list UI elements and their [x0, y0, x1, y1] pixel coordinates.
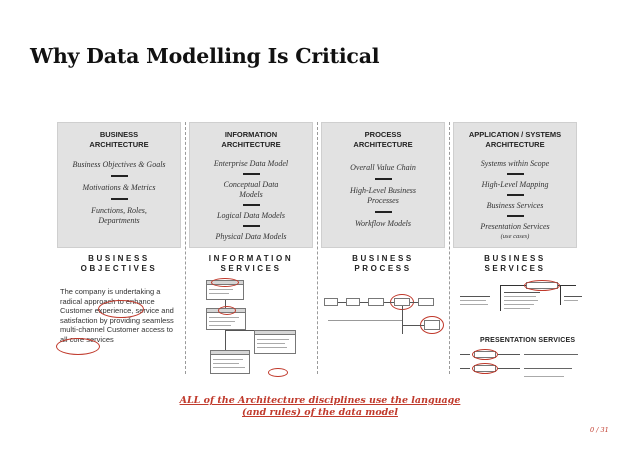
service-line — [564, 296, 582, 297]
divider — [243, 204, 260, 206]
divider — [507, 173, 524, 175]
flow-line — [402, 325, 424, 326]
divider — [375, 211, 392, 213]
divider — [507, 215, 524, 217]
panel-item: High-Level Business Processes — [350, 186, 416, 205]
business-services-diagram-thumbnail — [456, 282, 586, 322]
entity-line — [213, 367, 245, 368]
divider — [111, 175, 128, 177]
slide-title: Why Data Modelling Is Critical — [30, 44, 380, 68]
entity-line — [213, 363, 239, 364]
panel-item — [454, 222, 576, 241]
connector-line — [225, 330, 226, 350]
panel-item: Workflow Models — [355, 219, 411, 228]
panel-item: Enterprise Data Model — [213, 159, 289, 168]
panel-item: Physical Data Models — [215, 232, 287, 241]
column-process-architecture — [321, 122, 445, 274]
entity-header — [210, 350, 250, 355]
panel-item: Overall Value Chain — [350, 163, 416, 172]
services-label: BUSINESS SERVICES — [484, 254, 546, 273]
data-model-diagram-thumbnail — [196, 278, 308, 378]
highlight-circle — [524, 280, 560, 291]
entity-line — [209, 289, 233, 290]
panel-item: Business Objectives & Goals — [72, 160, 166, 169]
entity-line — [209, 321, 235, 322]
connector-line — [500, 285, 501, 311]
highlight-circle — [472, 363, 498, 374]
entity-line — [213, 359, 243, 360]
page-number: 0 / 31 — [590, 426, 609, 434]
service-line — [524, 354, 578, 355]
services-label: BUSINESS PROCESS — [352, 254, 414, 273]
divider — [243, 173, 260, 175]
connector-line — [498, 368, 520, 369]
flow-line — [410, 302, 418, 303]
divider — [507, 194, 524, 196]
panel-item: Business Services — [486, 201, 544, 210]
process-architecture-heading: PROCESS ARCHITECTURE — [353, 130, 413, 149]
services-label: BUSINESS OBJECTIVES — [80, 254, 158, 273]
service-line — [504, 296, 536, 297]
service-line — [460, 304, 488, 305]
panel-item-label: Presentation Services — [480, 222, 550, 231]
service-line — [524, 368, 572, 369]
divider — [375, 178, 392, 180]
summary-line: ALL of the Architecture disciplines use the language — [179, 395, 461, 406]
flow-line — [338, 302, 346, 303]
highlight-circle — [56, 338, 100, 355]
flow-line — [328, 320, 402, 321]
column-divider — [449, 122, 450, 374]
process-flow-diagram-thumbnail — [322, 290, 446, 350]
entity-line — [209, 325, 231, 326]
information-architecture-heading: INFORMATION ARCHITECTURE — [221, 130, 281, 149]
highlight-circle — [218, 306, 236, 315]
panel-item-note: (use cases) — [500, 233, 530, 240]
process-step — [324, 298, 338, 306]
flow-line — [360, 302, 368, 303]
column-divider — [317, 122, 318, 374]
panel-item: Systems within Scope — [480, 159, 550, 168]
highlight-circle — [268, 368, 288, 377]
service-line — [460, 368, 470, 369]
service-line — [460, 354, 470, 355]
entity-line — [257, 343, 285, 344]
highlight-circle — [211, 278, 239, 287]
business-architecture-heading: BUSINESS ARCHITECTURE — [89, 130, 149, 149]
service-line — [564, 300, 578, 301]
entity-line — [209, 293, 229, 294]
application-systems-architecture-heading: APPLICATION / SYSTEMS ARCHITECTURE — [468, 130, 562, 149]
panel-item: High-Level Mapping — [481, 180, 549, 189]
presentation-services-diagram-thumbnail — [458, 348, 588, 384]
services-label: INFORMATION SERVICES — [208, 254, 294, 273]
entity-line — [257, 339, 289, 340]
process-step — [368, 298, 384, 306]
panel-item: Motivations & Metrics — [82, 183, 156, 192]
panel-item: Functions, Roles, Departments — [91, 206, 147, 225]
service-line — [504, 300, 538, 301]
divider — [111, 198, 128, 200]
panel-item: Logical Data Models — [217, 211, 285, 220]
connector-line — [560, 285, 561, 305]
service-line — [460, 296, 490, 297]
connector-line — [498, 354, 520, 355]
process-step — [346, 298, 360, 306]
entity-line — [257, 347, 287, 348]
highlight-circle — [472, 349, 498, 360]
column-information-architecture — [189, 122, 313, 274]
entity-line — [209, 317, 239, 318]
service-line — [504, 292, 540, 293]
summary-statement — [150, 395, 490, 419]
business-architecture-panel — [57, 122, 181, 248]
divider — [243, 225, 260, 227]
process-architecture-panel — [321, 122, 445, 248]
column-application-systems-architecture — [453, 122, 577, 274]
summary-line: (and rules) of the data model — [242, 407, 398, 418]
information-architecture-panel — [189, 122, 313, 248]
flow-line — [384, 302, 394, 303]
column-divider — [185, 122, 186, 374]
intro-paragraph: The company is undertaking a radical approach to enhance Customer experience, service and satisfaction by providing seamless multi-channel Customer access to all core services — [60, 287, 174, 344]
presentation-services-label: PRESENTATION SERVICES — [480, 337, 576, 344]
panel-item: Conceptual Data Models — [223, 180, 279, 199]
service-line — [460, 300, 486, 301]
service-line — [504, 304, 534, 305]
application-systems-architecture-panel — [453, 122, 577, 248]
entity-header — [254, 330, 296, 335]
service-line — [504, 308, 530, 309]
column-business-architecture — [57, 122, 181, 274]
process-step — [418, 298, 434, 306]
highlight-circle — [98, 300, 144, 318]
flow-line — [402, 306, 403, 334]
service-line — [524, 376, 564, 377]
